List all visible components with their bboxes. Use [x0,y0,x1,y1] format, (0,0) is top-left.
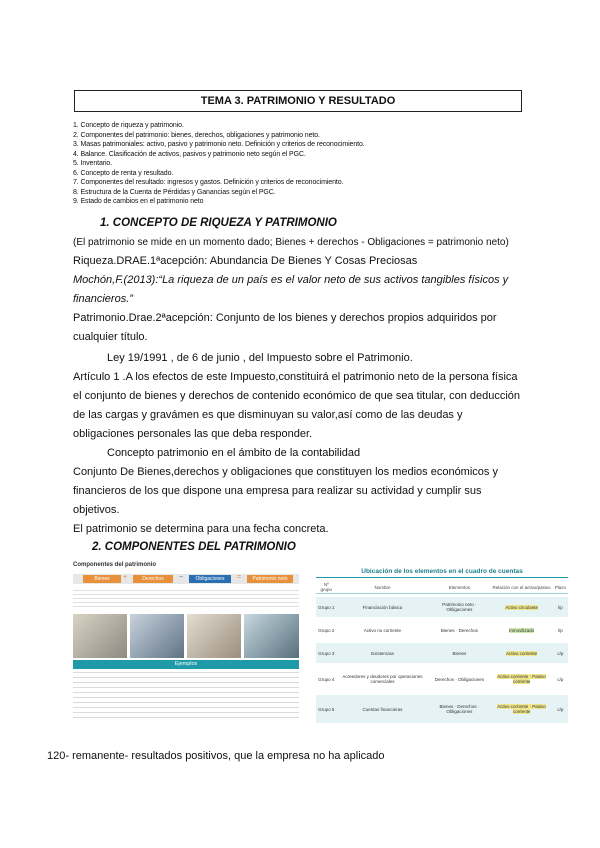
table-row [316,597,568,617]
chart-of-accounts-figure [316,567,568,717]
table-cell: Financiación básica [337,597,429,617]
paragraph: el conjunto de bienes y derechos de contenido económico de que sea titular, con deducción [73,390,521,402]
quote-line: Mochón,F.(2013):“La riqueza de un país es el valor neto de sus activos tangibles físicos y [73,274,509,286]
box-obligaciones: Obligaciones [189,575,231,583]
table-cell [490,597,552,617]
table-cell: c/p [553,643,568,663]
paragraph: Concepto patrimonio en el ámbito de la contabilidad [107,447,361,459]
table-cell [490,695,552,723]
table-cell: Acreedores y deudores por operaciones comerciales [337,666,429,692]
photo-meeting-image [244,614,299,658]
highlight-text: Activo corriente · Pasivo corriente [497,704,546,714]
column-header: Relación con el activo/pasivo [490,581,552,594]
footer-note: 120- remanente- resultados positivos, que la empresa no ha aplicado [47,750,385,762]
toc-item: 7. Componentes del resultado: ingresos y gastos. Definición y criterios de reconocimiento. [73,179,344,186]
toc-item: 9. Estado de cambios en el patrimonio neto [73,198,204,205]
document-title: TEMA 3. PATRIMONIO Y RESULTADO [74,90,522,112]
box-bienes: Bienes [83,575,121,583]
paragraph: Patrimonio.Drae.2ªacepción: Conjunto de los bienes y derechos propios adquiridos por [73,312,497,324]
photo-office-image [73,614,127,658]
column-header: Nombre [337,581,429,594]
highlight-text: Activo corriente · Pasivo corriente [497,674,546,684]
table-of-contents [73,121,553,207]
highlight-text: Activo circulante [505,604,538,610]
paragraph: Ley 19/1991 , de 6 de junio , del Impuesto sobre el Patrimonio. [107,352,413,364]
toc-item: 1. Concepto de riqueza y patrimonio. [73,122,184,129]
paragraph: financieros de los que dispone una empresa para realizar su actividad y cumplir sus [73,485,482,497]
photo-money-image [187,614,241,658]
table-cell: Grupo 2 [316,620,337,640]
toc-item: 2. Componentes del patrimonio: bienes, derechos, obligaciones y patrimonio neto. [73,131,320,139]
toc-item: 5. Inventario. [73,160,113,167]
table-cell: Activo no corriente [337,620,429,640]
table-cell: c/p [553,695,568,723]
column-header: Plazo [553,581,568,594]
paragraph: objetivos. [73,504,120,516]
table-cell: Bienes [428,643,490,663]
toc-item: 4. Balance. Clasificación de activos, pasivos y patrimonio neto según el PGC. [73,150,306,158]
table-cell: Existencias [337,643,429,663]
column-header: Nº grupo [316,581,337,594]
paragraph: obligaciones personales las que deba responder. [73,428,313,440]
table-cell: Bienes · Derechos [428,620,490,640]
examples-band: Ejemplos [73,660,299,669]
quote-line: financieros.” [73,293,133,305]
table-cell: Derechos · Obligaciones [428,666,490,692]
minus-sign: − [179,574,184,581]
patrimonio-components-figure [73,562,299,720]
table-row [316,620,568,640]
highlight-text: Activo corriente [506,650,538,656]
box-derechos: Derechos [133,575,173,583]
table-row [316,643,568,663]
table-cell: Patrimonio neto · Obligaciones [428,597,490,617]
table-cell [490,666,552,692]
section-heading-2: 2. COMPONENTES DEL PATRIMONIO [92,541,296,553]
section-heading-1: 1. CONCEPTO DE RIQUEZA Y PATRIMONIO [100,217,337,229]
equals-sign: = [237,574,242,581]
table-cell: Bienes · Derechos · Obligaciones [428,695,490,723]
table-cell: Grupo 3 [316,643,337,663]
table-cell [490,620,552,640]
table-cell [490,643,552,663]
toc-item: 8. Estructura de la Cuenta de Pérdidas y Ganancias según el PGC. [73,188,276,196]
table-cell: Grupo 4 [316,666,337,692]
table-row [316,666,568,692]
table-cell: l/p [553,597,568,617]
table-cell: Grupo 1 [316,597,337,617]
table-cell: l/p [553,620,568,640]
toc-item: 3. Masas patrimoniales: activo, pasivo y patrimonio neto. Definición y criterios de reconocimiento. [73,141,365,148]
table-cell: Grupo 5 [316,695,337,723]
photo-documents-image [130,614,184,658]
plus-sign: + [123,574,128,581]
box-patrimonio-neto: Patrimonio neto [247,575,293,583]
paragraph: Riqueza.DRAE.1ªacepción: Abundancia De Bienes Y Cosas Preciosas [73,255,418,267]
paragraph: El patrimonio se determina para una fecha concreta. [73,523,329,535]
accounts-table [316,578,568,726]
table-cell: c/p [553,666,568,692]
highlight-text: Inmovilizado [509,627,535,633]
table-cell: Cuentas financieras [337,695,429,723]
figure-heading: Ubicación de los elementos en el cuadro de cuentas [316,567,568,578]
figure-heading: Componentes del patrimonio [73,562,157,568]
column-header: Elementos [428,581,490,594]
table-row [316,695,568,723]
paragraph: (El patrimonio se mide en un momento dado; Bienes + derechos - Obligaciones = patrimonio neto) [73,237,509,248]
paragraph: Artículo 1 .A los efectos de este Impuesto,constituirá el patrimonio neto de la persona física [73,371,518,383]
paragraph: Conjunto De Bienes,derechos y obligaciones que constituyen los medios económicos y [73,466,498,478]
paragraph: de las cargas y gravámen es que disminuyan su valor,así como de las deudas y [73,409,463,421]
toc-item: 6. Concepto de renta y resultado. [73,169,174,177]
paragraph: cualquier título. [73,331,148,343]
